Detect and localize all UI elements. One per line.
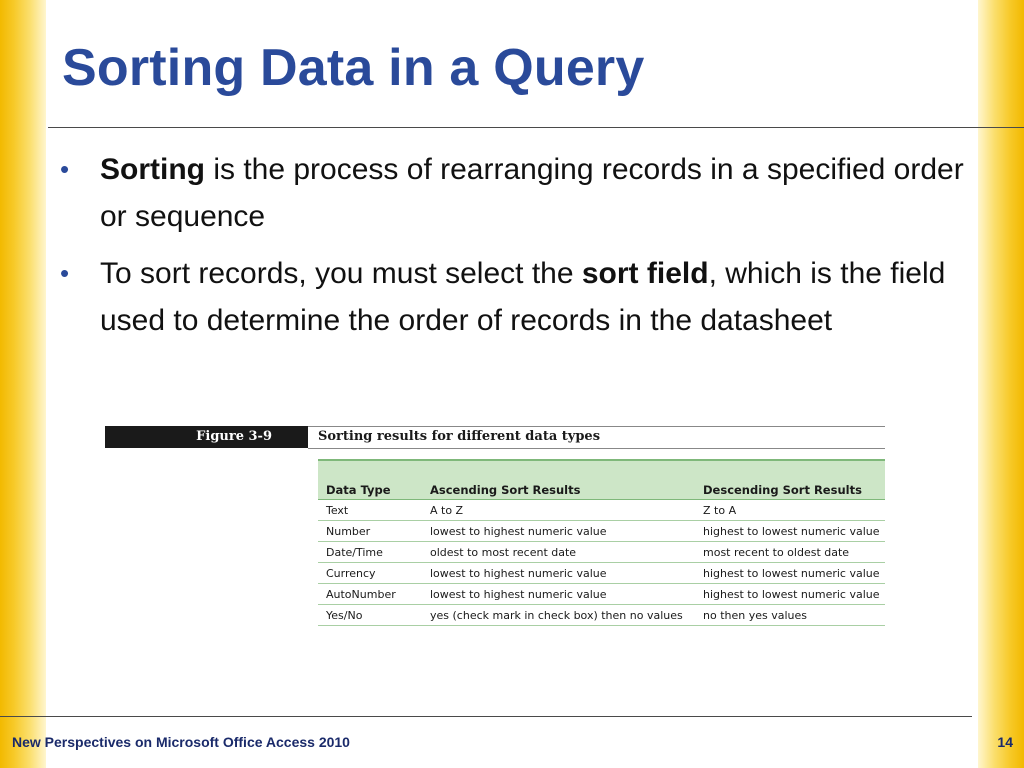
figure-label-text: Figure 3-9 bbox=[196, 429, 272, 444]
cell-descending: most recent to oldest date bbox=[695, 542, 885, 563]
header-descending: Descending Sort Results bbox=[695, 460, 885, 500]
cell-ascending: A to Z bbox=[422, 500, 695, 521]
right-gold-border bbox=[978, 0, 1024, 768]
cell-data-type: Date/Time bbox=[318, 542, 422, 563]
header-ascending: Ascending Sort Results bbox=[422, 460, 695, 500]
cell-data-type: Number bbox=[318, 521, 422, 542]
cell-ascending: lowest to highest numeric value bbox=[422, 521, 695, 542]
cell-data-type: Currency bbox=[318, 563, 422, 584]
cell-descending: highest to lowest numeric value bbox=[695, 584, 885, 605]
cell-descending: highest to lowest numeric value bbox=[695, 563, 885, 584]
title-divider bbox=[48, 127, 1024, 128]
figure-caption-rule bbox=[308, 448, 885, 449]
bullet-list bbox=[60, 146, 970, 354]
footer-course-title: New Perspectives on Microsoft Office Access 2010 bbox=[12, 734, 350, 750]
bullet-text-sort-field-pre: To sort records, you must select the bbox=[100, 257, 582, 290]
bullet-term-sorting: Sorting bbox=[100, 153, 205, 186]
header-data-type: Data Type bbox=[318, 460, 422, 500]
table-row bbox=[318, 605, 885, 626]
table-row bbox=[318, 521, 885, 542]
cell-data-type: AutoNumber bbox=[318, 584, 422, 605]
slide-title: Sorting Data in a Query bbox=[62, 39, 645, 97]
bullet-item-sort-field bbox=[60, 250, 970, 344]
cell-ascending: lowest to highest numeric value bbox=[422, 563, 695, 584]
cell-ascending: lowest to highest numeric value bbox=[422, 584, 695, 605]
figure-caption-top-rule bbox=[308, 426, 885, 427]
bullet-text-sorting: is the process of rearranging records in a specified order or sequence bbox=[100, 153, 964, 233]
bullet-text-sort-field-post: , which is the field used to determine the order of records in the datasheet bbox=[100, 257, 946, 337]
sort-results-table bbox=[318, 459, 885, 626]
bullet-item-sorting bbox=[60, 146, 970, 240]
slide-number: 14 bbox=[997, 734, 1013, 750]
table-row bbox=[318, 584, 885, 605]
left-gold-border bbox=[0, 0, 46, 768]
cell-data-type: Yes/No bbox=[318, 605, 422, 626]
cell-descending: highest to lowest numeric value bbox=[695, 521, 885, 542]
cell-descending: Z to A bbox=[695, 500, 885, 521]
cell-data-type: Text bbox=[318, 500, 422, 521]
bullet-icon: • bbox=[60, 154, 70, 184]
figure-caption: Sorting results for different data types bbox=[318, 429, 601, 444]
cell-descending: no then yes values bbox=[695, 605, 885, 626]
bullet-icon: • bbox=[60, 258, 70, 288]
cell-ascending: oldest to most recent date bbox=[422, 542, 695, 563]
cell-ascending: yes (check mark in check box) then no values bbox=[422, 605, 695, 626]
table-row bbox=[318, 500, 885, 521]
footer-divider bbox=[0, 716, 972, 717]
table-row bbox=[318, 563, 885, 584]
figure-label bbox=[105, 426, 308, 448]
table-row bbox=[318, 542, 885, 563]
table-header-row bbox=[318, 460, 885, 500]
bullet-term-sort-field: sort field bbox=[581, 257, 709, 290]
